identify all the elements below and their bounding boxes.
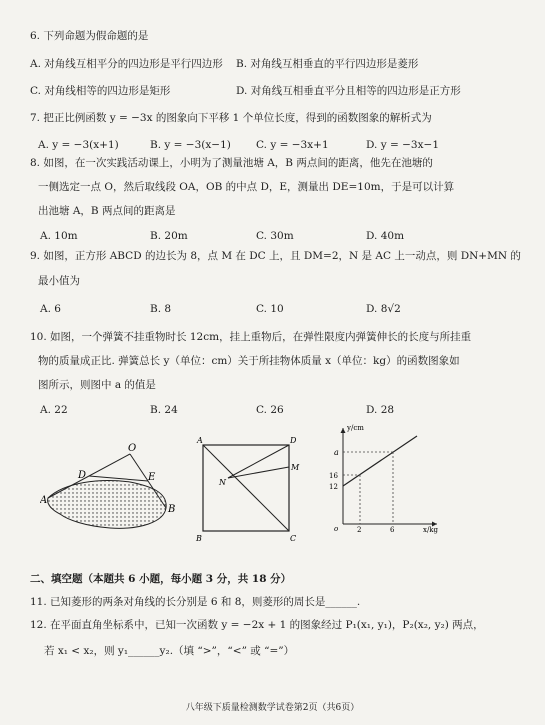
tick-12: 12 — [329, 483, 338, 491]
label-a: A — [40, 495, 48, 506]
q7-option-b: B. y = −3(x−1) — [150, 139, 231, 151]
origin-label: o — [334, 525, 339, 533]
square-figure — [195, 435, 300, 545]
q8-option-b: B. 20m — [150, 230, 188, 242]
label-d: D — [290, 436, 297, 445]
q8-option-c: C. 30m — [256, 230, 294, 242]
pond-figure — [40, 440, 175, 540]
segment-dn — [228, 445, 289, 478]
tick-a: a — [334, 448, 339, 457]
q9-option-a: A. 6 — [40, 303, 61, 315]
q10-option-c: C. 26 — [256, 404, 284, 416]
q6-option-c: C. 对角线相等的四边形是矩形 — [30, 85, 171, 97]
label-m: M — [291, 463, 300, 472]
q11: 11. 已知菱形的两条对角线的长分别是 6 和 8，则菱形的周长是______. — [30, 596, 361, 608]
q7-option-d: D. y = −3x−1 — [366, 139, 440, 151]
q6-option-a: A. 对角线互相平分的四边形是平行四边形 — [30, 58, 223, 70]
page-footer: 八年级下质量检测数学试卷第2页（共6页） — [185, 703, 360, 713]
label-c: C — [290, 534, 297, 543]
section-2-heading: 二、填空题（本题共 6 小题，每小题 3 分，共 18 分） — [30, 573, 292, 585]
tick-2: 2 — [357, 526, 362, 534]
q6-option-b: B. 对角线互相垂直的平行四边形是菱形 — [236, 58, 419, 70]
q9-line-1: 9. 如图，正方形 ABCD 的边长为 8，点 M 在 DC 上，且 DM=2，N 是 AC 上一动点，则 DN+MN 的 — [30, 250, 521, 262]
q8-line-1: 8. 如图，在一次实践活动课上，小明为了测量池塘 A，B 两点间的距离，他先在池塘的 — [30, 157, 433, 169]
q8-line-2: 一侧选定一点 O，然后取线段 OA，OB 的中点 D，E，测量出 DE=10m，于是可以计算 — [38, 181, 455, 193]
q9-option-b: B. 8 — [150, 303, 172, 315]
q10-line-2: 物的质量成正比. 弹簧总长 y（单位：cm）关于所挂物体质量 x（单位：kg）的函数图象如 — [38, 355, 460, 367]
q8-option-a: A. 10m — [40, 230, 78, 242]
diagonal-ac — [203, 445, 289, 531]
q12-line-2: 若 x₁ < x₂，则 y₁______y₂.（填 “>”，“<” 或 “=”） — [44, 645, 295, 657]
x-axis-label: x/kg — [423, 526, 439, 534]
label-n: N — [219, 478, 226, 487]
y-axis-label: y/cm — [347, 424, 364, 432]
q10-option-d: D. 28 — [366, 404, 395, 416]
spring-graph — [325, 420, 445, 535]
label-o: O — [128, 443, 137, 454]
q8-option-d: D. 40m — [366, 230, 405, 242]
label-b: B — [196, 534, 202, 543]
label-b: B — [168, 504, 175, 515]
q7-stem: 7. 把正比例函数 y = −3x 的图象向下平移 1 个单位长度，得到的函数图象的解析式为 — [30, 112, 432, 124]
q9-line-2: 最小值为 — [38, 275, 80, 287]
q12-line-1: 12. 在平面直角坐标系中，已知一次函数 y = −2x + 1 的图象经过 P₁(x₁, y₁)，P₂(x₂, y₂) 两点， — [30, 619, 484, 631]
q7-option-a: A. y = −3(x+1) — [38, 139, 119, 151]
label-a: A — [197, 436, 203, 445]
pond-shape — [48, 481, 167, 529]
q8-line-3: 出池塘 A，B 两点间的距离是 — [38, 205, 176, 217]
q10-line-1: 10. 如图，一个弹簧不挂重物时长 12cm，挂上重物后，在弹性限度内弹簧伸长的长度与所挂重 — [30, 331, 472, 343]
q10-option-a: A. 22 — [40, 404, 68, 416]
q9-option-d: D. 8√2 — [366, 303, 401, 315]
tick-6: 6 — [390, 526, 395, 534]
segment-de — [89, 476, 148, 481]
label-d: D — [78, 470, 87, 481]
y-axis-arrow — [341, 428, 346, 433]
q10-line-3: 图所示，则图中 a 的值是 — [38, 379, 156, 391]
q6-stem: 6. 下列命题为假命题的是 — [30, 30, 149, 42]
q6-option-d: D. 对角线互相垂直平分且相等的四边形是正方形 — [236, 85, 461, 97]
label-e: E — [148, 472, 156, 483]
q9-option-c: C. 10 — [256, 303, 284, 315]
function-line — [343, 436, 417, 486]
q7-option-c: C. y = −3x+1 — [256, 139, 329, 151]
tick-16: 16 — [329, 472, 338, 480]
q10-option-b: B. 24 — [150, 404, 178, 416]
